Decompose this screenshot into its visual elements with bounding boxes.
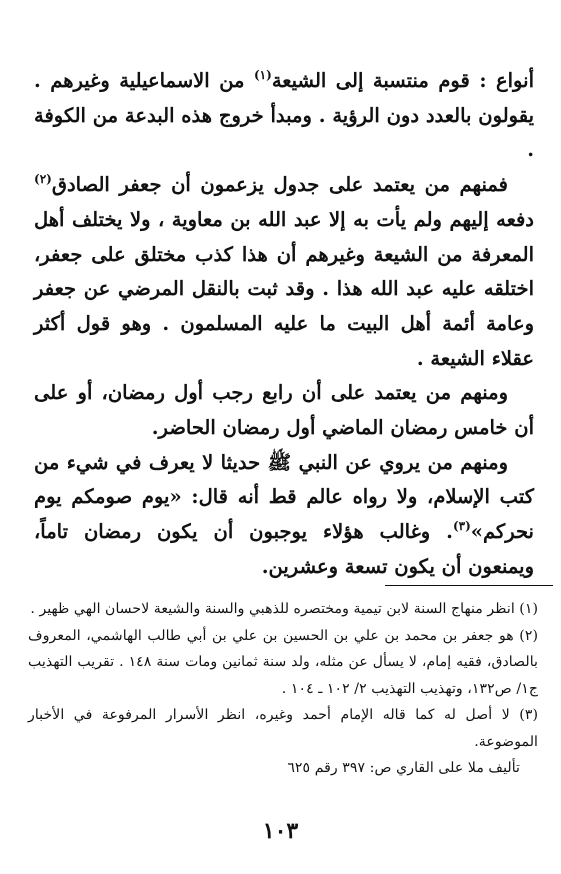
paragraph-1-text-b: من الاسماعيلية وغيرهم . يقولون بالعدد دون الرؤية . ومبدأ خروج هذه البدعة من الكوفة . (34, 69, 534, 162)
paragraph-4 (34, 446, 534, 585)
paragraph-1 (34, 64, 534, 168)
footnote-divider (385, 585, 553, 586)
paragraph-2-text-a: فمنهم من يعتمد على جدول يزعمون أن جعفر الصادق (51, 173, 508, 197)
footnote-2: (٢) هو جعفر بن محمد بن علي بن الحسين بن علي بن أبي طالب الهاشمي، المعروف بالصادق، فقيه إمام، لا يسأل عن مثله، ولد سنة ثمانين ومات سنة ١٤٨ . تقريب التهذيب ج١/ ص١٣٢، وتهذيب التهذيب ٢/ ١٠٢ ـ ١٠٤ . (28, 627, 538, 697)
footnote-ref-3[interactable]: (٣) (452, 519, 471, 534)
footnote-3: (٣) لا أصل له كما قاله الإمام أحمد وغيره، انظر الأسرار المرفوعة في الأخبار الموضوعة. (28, 707, 538, 750)
footnote-ref-2[interactable]: (٢) (34, 172, 52, 187)
footnotes (28, 596, 538, 782)
main-text (34, 64, 534, 585)
page-number: ١٠٣ (262, 818, 299, 844)
paragraph-4-text-b: . وغالب هؤلاء يوجبون أن يكون رمضان تاماً، ويمنعون أن يكون تسعة وعشرين. (34, 520, 534, 578)
paragraph-2-text-b: دفعه إليهم ولم يأت به إلا عبد الله بن معاوية ، ولا يختلف أهل المعرفة من الشيعة وغيرهم أن هذا كذب مختلق على جعفر، اختلقه عليه عبد الله هذا . وقد ثبت بالنقل المرضي عن جعفر وعامة أئمة أهل البيت ما عليه المسلمون . وهو قول أكثر عقلاء الشيعة . (34, 207, 534, 370)
paragraph-4-text-a: ومنهم من يروي عن النبي ﷺ حديثا لا يعرف في شيء من كتب الإسلام، ولا رواه عالم قط أنه قال: «يوم صومكم يوم نحركم» (34, 450, 534, 544)
paragraph-2 (34, 168, 534, 376)
paragraph-3: ومنهم من يعتمد على أن رابع رجب أول رمضان، أو على أن خامس رمضان الماضي أول رمضان الحاضر. (34, 381, 534, 440)
footnote-3-continuation: تأليف ملا على القاري ص: ٣٩٧ رقم ٦٢٥ (287, 760, 520, 776)
footnote-1: (١) انظر منهاج السنة لابن تيمية ومختصره للذهبي والسنة والشيعة لاحسان الهي ظهير . (30, 601, 538, 617)
paragraph-1-text-a: أنواع : قوم منتسبة إلى الشيعة (271, 69, 534, 92)
footnote-ref-1[interactable]: (١) (253, 68, 272, 82)
